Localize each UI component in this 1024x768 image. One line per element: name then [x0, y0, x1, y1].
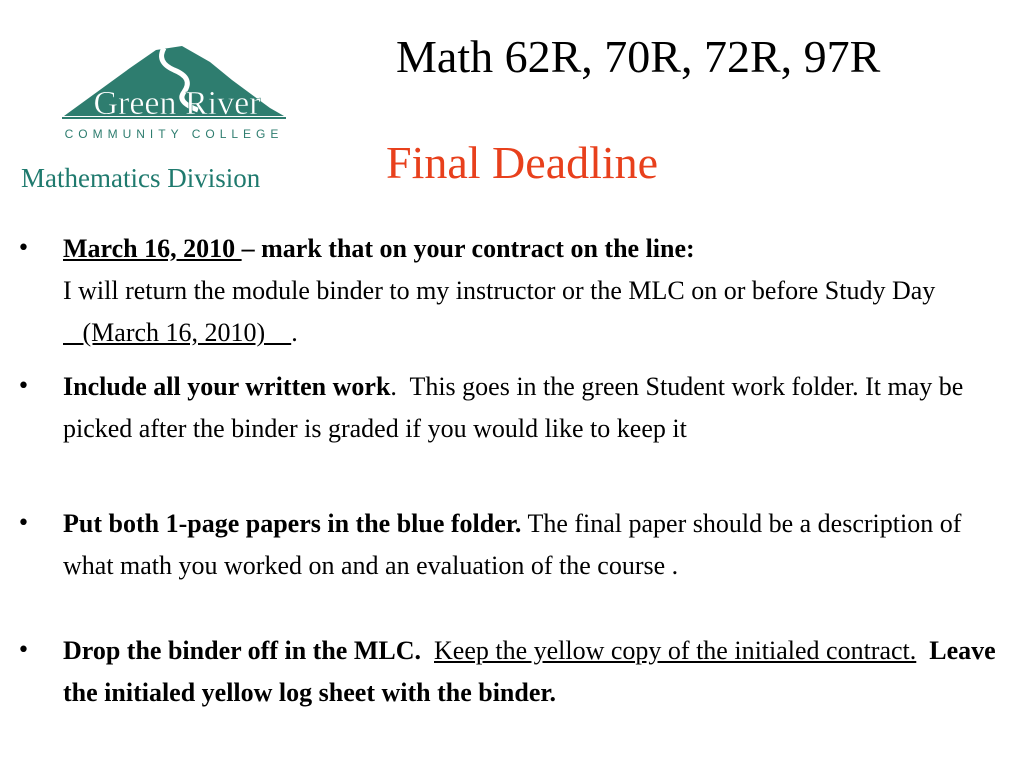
drop-off-log-sheet: Leave the initialed yellow log sheet with the binder.: [63, 636, 996, 707]
logo-subname: COMMUNITY COLLEGE: [64, 127, 284, 141]
bullet-dot-icon: •: [17, 236, 30, 261]
written-work-text: . This goes in the green Student work folder. It may be picked after the binder is graded if you would like to keep it: [63, 372, 970, 443]
mountain-river-icon: [60, 38, 290, 148]
drop-off-heading: Drop the binder off in the MLC.: [63, 636, 421, 665]
drop-off-sep2: [916, 636, 929, 665]
page-subtitle: Final Deadline: [386, 137, 659, 188]
deadline-blank: (March 16, 2010): [63, 318, 292, 347]
papers-heading: Put both 1-page papers in the blue folder.: [63, 509, 522, 538]
deadline-statement: I will return the module binder to my instructor or the MLC on or before Study Day: [63, 276, 936, 305]
deadline-date: March 16, 2010: [63, 234, 242, 263]
logo-name: Green River: [93, 85, 261, 122]
bullet-item-drop-off: [17, 630, 1013, 714]
papers-text: The final paper should be a description of what math you worked on and an evaluation of the course .: [63, 509, 962, 580]
deadline-end: .: [291, 318, 298, 347]
bullet-dot-icon: •: [17, 374, 30, 399]
drop-off-underlined: Keep the yellow copy of the initialed contract.: [434, 636, 917, 665]
college-logo: [60, 38, 290, 148]
bullet-item-papers: [17, 503, 1013, 587]
bullet-item-written-work: [17, 366, 1013, 450]
page-title: Math 62R, 70R, 72R, 97R: [396, 31, 881, 82]
bullet-dot-icon: •: [17, 511, 30, 536]
bullet-dot-icon: •: [17, 638, 30, 663]
drop-off-sep: [421, 636, 434, 665]
division-label: Mathematics Division: [21, 163, 261, 193]
deadline-instruction: – mark that on your contract on the line:: [241, 234, 695, 263]
written-work-heading: Include all your written work: [63, 372, 391, 401]
bullet-item-deadline: [17, 228, 1013, 354]
